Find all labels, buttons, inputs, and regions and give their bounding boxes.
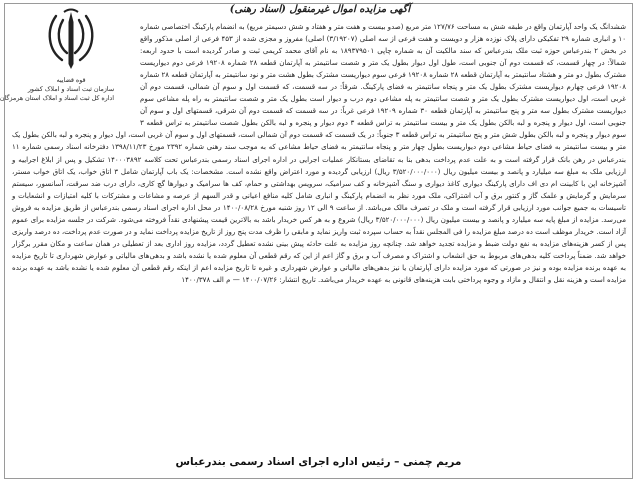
notice-title: آگهی مزایده اموال غیرمنقول (اسناد رهنی): [229, 4, 411, 15]
org-registry: سازمان ثبت اسناد و املاک کشور: [27, 86, 114, 93]
emblem-spacer: [0, 21, 140, 125]
org-judiciary: قوه قضاییه: [56, 77, 86, 84]
notice-body-text: ششدانگ یک واحد آپارتمان واقع در طبقه شش به مساحت ۱۲۷/۷۶ متر مربع (صدو بیست و هفت متر و هفتاد و شش دسیمتر مربع) به انضمام پارکینگ اختصاصی شماره ۱۰ و انباری شماره ۲۹ تفکیکی دارای پلاک نوزده هزار و دویست و هفت فرعی از سه اصلی (۳/۱۹۲۰۷) اصلی) مفروز و مجزی شده از ۴۵۳ فرعی از اصلی مذکور واقع در بخش ۲ بندرعباس حوزه ثبت ملک بندرعباس که سند مالکیت آن به شماره چاپی ۱۸۹۳۷۹۵۰۱ به نام آقای محمد کریمی ثبت و صادر گردیده است با حدود اربعه: شمالاً: در چهار قسمت، که قسمت دوم آن جنوبی است، طول اول دیوار بطول یک متر و شصت سانتیمتر به آپارتمان قطعه ۲۸ شماره ۱۹۲۰۸ فرعی دوم دیواریست مشترک بطول دو متر و هشتاد سانتیمتر به آپارتمان قطعه ۲۸ شماره ۱۹۲۰۸ فرعی سوم دیواریست مشترک بطول هشت متر و نود سانتیمتر به آپارتمان قطعه ۲۸ شماره ۱۹۲۰۸ فرعی چهارم دیواریست مشترک بطول یک متر و پنجاه سانتیمتر به فضای پارکینگ. شرقاً: در سه قسمت، که قسمت اول و سوم آن شمالی، قسمت دوم آن غربی است، اول دیواریست مشترک بطول یک متر و شصت سانتیمتر به پله مشاعی دوم درب و دیوار است بطول یک متر و شصت سانتیمتر به راه پله مشاعی سوم دیواریست مشترک بطول سه متر و پنج سانتیمتر به آپارتمان قطعه ۳۰ شماره ۱۹۲۰۹ فرعی غرباً: در سه قسمت که قسمت دوم آن شرقی، قسمتهای اول و سوم آن جنوبی است، اول دیوار و پنجره و لبه بالکن بطول یک متر و بیست سانتیمتر به تراس قطعه ۳ دوم دیوار و پنجره و لبه بالکن بطول شصت سانتیمتر به تراس قطعه ۳ سوم دیوار و پنجره و لبه بالکن بطول شش متر و پنج سانتیمتر به تراس قطعه ۳ جنوباً: در یک قسمت که قسمت دوم آن شمالی است، قسمتهای اول و سوم آن غربی است، اول دیوار و پنجره و لبه بالکن بطول یک متر و بیست سانتیمتر به فضای حیاط مشاعی دوم دیواریست بطول چهار متر و پنجاه سانتیمتر به فضای حیاط مشاعی که به موجب سند رهنی شماره ۲۳۹۲ مورخ ۱۳۹۸/۱۱/۲۳ دفترخانه اسناد رسمی شماره ۱۱ بندرعباس در رهن بانک قرار گرفته است و به علت عدم پرداخت بدهی بنا به تقاضای بستانکار عملیات اجرایی در اداره اجرای اسناد رسمی بندرعباس تحت کلاسه ۱۴۰۰۰۳۸۹۲ تشکیل و پس از ابلاغ اجراییه و ارزیابی ملک به مبلغ سه میلیارد و پانصد و بیست میلیون ریال (۳/۵۲۰/۰۰۰/۰۰۰ ریال) ارزیابی گردیده و مورد اعتراض واقع نشده است. مشخصات: یک باب آپارتمان شامل ۳ اتاق خواب، یک اتاق خواب مستر، آشپزخانه اپن با کابینت ام دی اف دارای پارکینگ دیواری کاغذ دیواری و سنگ آشپزخانه و کف سرامیک، سرویس بهداشتی و حمام، کف ها سرامیک و دیوارها گچ کاری، دارای درب ضد سرقت، آسانسور، سیستم سرمایش و گرمایش و علمک گاز و کنتور برق و آب اشتراکی، ملک مورد نظر به انضمام پارکینگ و انباری شامل کلیه منافع اعیانی و قدر السهم از عرصه و مشاعات و مشترکات با کلیه امتیازات و انشعابات و تاسیسات به جمیع جوانب مورد ارزیابی قرار گرفته است و ملک در تصرف مالک می‌باشد. از ساعت ۹ الی ۱۲ روز شنبه مورخ ۱۴۰۰/۰۸/۲۸ در محل اداره اجرای اسناد رسمی بندرعباس از طریق مزایده به فروش می‌رسد. مزایده از مبلغ پایه سه میلیارد و پانصد و بیست میلیون ریال (۳/۵۲۰/۰۰۰/۰۰۰ ریال) شروع و به هر کس خریدار باشد به بالاترین قیمت پیشنهادی نقداً فروخته می‌شود. شرکت در جلسه مزایده برای عموم آزاد است. خریدار موظف است ده درصد مبلغ مزایده را فی المجلس نقداً به حساب سپرده ثبت واریز نماید و مابقی را ظرف مدت پنج روز از تاریخ مزایده پرداخت نماید و در صورت عدم پرداخت، ده درصد واریزی پس از کسر هزینه‌های مزایده به نفع دولت ضبط و مزایده تجدید خواهد شد. چنانچه روز مزایده به علت حادثه پیش بینی نشده تعطیل گردد، مزایده روز اداری بعد از تعطیلی در همان ساعت و مکان مقرر برگزار خواهد شد. ضمناً پرداخت کلیه بدهی‌های مربوط به حق انشعاب و اشتراک و مصرف آب و برق و گاز اعم از این که رقم قطعی آن معلوم شده یا نشده باشد و بدهی‌های مالیاتی و عوارض شهرداری تا تاریخ مزایده به عهده برنده مزایده بوده و نیز در صورتی که مورد مزایده دارای آپارتمان یا نیز بدهی‌های مالیاتی و عوارض شهرداری و غیره تا تاریخ مزایده اعم از اینکه رقم قطعی آن معلوم شده یا نشده باشد به عهده برنده مزایده است و هزینه نقل و انتقال و مازاد و وجوه پرداختی بابت هزینه‌های قانونی به عهده خریدار می‌باشد. تاریخ انتشار: ۱۴۰۰/۰۷/۲۶ — م الف ۱۴۰۰/۳۷۸: [12, 22, 627, 284]
notice-body: [0, 21, 627, 286]
signature-line: مریم چمنی – رئیس اداره اجرای اسناد رسمی بندرعباس: [175, 456, 462, 468]
org-provincial-office: اداره کل ثبت اسناد و املاک استان هرمزگان: [0, 95, 114, 102]
